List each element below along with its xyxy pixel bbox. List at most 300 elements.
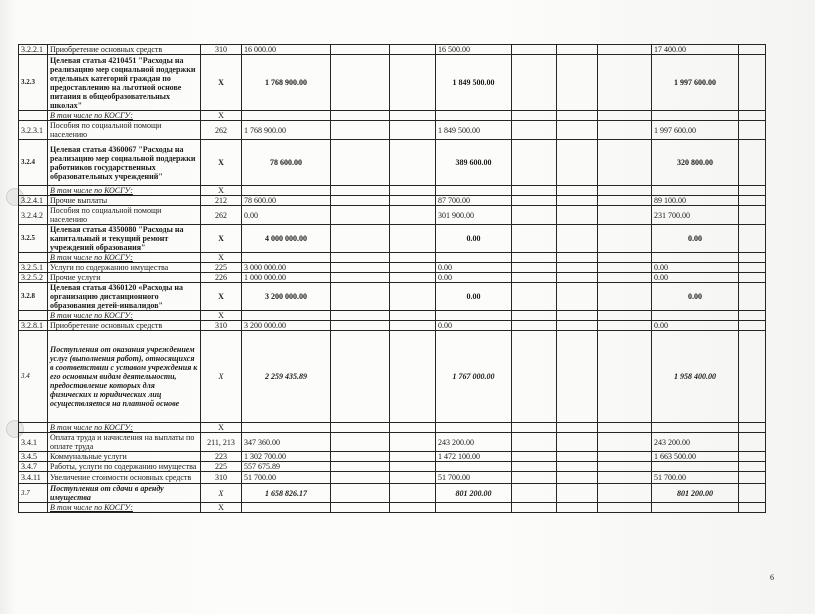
target-article-row [19, 225, 766, 253]
row-empty-cell [739, 283, 766, 311]
row-kosgu: X [201, 111, 242, 121]
row-empty-cell [598, 462, 652, 472]
row-empty-cell [390, 45, 436, 55]
row-empty-cell [390, 484, 436, 503]
row-empty-cell [557, 462, 598, 472]
row-code [19, 423, 48, 433]
row-name: Приобретение основных средств [48, 321, 201, 331]
row-value-current-year [242, 311, 331, 321]
row-code: 3.2.3.1 [19, 121, 48, 140]
target-article-row [19, 484, 766, 503]
row-empty-cell [331, 206, 390, 225]
table-row [19, 472, 766, 484]
row-empty-cell [557, 503, 598, 513]
row-empty-cell [739, 140, 766, 186]
row-code [19, 186, 48, 196]
row-kosgu: X [201, 225, 242, 253]
row-empty-cell [557, 186, 598, 196]
row-value-plan-year [652, 311, 739, 321]
row-empty-cell [739, 462, 766, 472]
row-empty-cell [331, 472, 390, 484]
row-empty-cell [512, 121, 557, 140]
row-empty-cell [512, 433, 557, 452]
row-empty-cell [598, 111, 652, 121]
row-value-next-year: 301 900.00 [436, 206, 512, 225]
row-value-plan-year: 231 700.00 [652, 206, 739, 225]
row-value-current-year: 4 000 000.00 [242, 225, 331, 253]
row-empty-cell [598, 433, 652, 452]
row-empty-cell [739, 273, 766, 283]
row-empty-cell [598, 331, 652, 423]
row-value-plan-year: 0.00 [652, 283, 739, 311]
row-value-next-year: 87 700.00 [436, 196, 512, 206]
row-code: 3.2.8 [19, 283, 48, 311]
row-empty-cell [557, 45, 598, 55]
row-kosgu: 262 [201, 206, 242, 225]
row-empty-cell [331, 273, 390, 283]
row-empty-cell [390, 111, 436, 121]
row-empty-cell [390, 121, 436, 140]
row-empty-cell [390, 186, 436, 196]
row-empty-cell [331, 433, 390, 452]
row-empty-cell [512, 423, 557, 433]
row-value-next-year: 0.00 [436, 283, 512, 311]
row-empty-cell [331, 283, 390, 311]
row-value-plan-year: 0.00 [652, 321, 739, 331]
table-row [19, 462, 766, 472]
row-empty-cell [557, 196, 598, 206]
row-empty-cell [331, 55, 390, 111]
row-empty-cell [512, 45, 557, 55]
row-kosgu: 310 [201, 321, 242, 331]
row-code: 3.4 [19, 331, 48, 423]
row-value-next-year: 389 600.00 [436, 140, 512, 186]
row-name: В том числе по КОСГУ: [48, 253, 201, 263]
row-empty-cell [331, 121, 390, 140]
row-empty-cell [739, 253, 766, 263]
page-number: 6 [770, 573, 774, 582]
row-value-plan-year: 1 997 600.00 [652, 121, 739, 140]
row-empty-cell [739, 206, 766, 225]
row-code: 3.4.11 [19, 472, 48, 484]
row-value-plan-year: 320 800.00 [652, 140, 739, 186]
row-empty-cell [390, 140, 436, 186]
row-name: Коммунальные услуги [48, 452, 201, 462]
row-value-next-year: 51 700.00 [436, 472, 512, 484]
row-empty-cell [512, 452, 557, 462]
row-value-current-year [242, 186, 331, 196]
row-empty-cell [598, 273, 652, 283]
row-value-plan-year [652, 503, 739, 513]
row-value-next-year: 0.00 [436, 273, 512, 283]
row-empty-cell [331, 111, 390, 121]
row-empty-cell [557, 433, 598, 452]
row-empty-cell [557, 111, 598, 121]
row-empty-cell [739, 121, 766, 140]
row-empty-cell [739, 45, 766, 55]
target-article-row [19, 331, 766, 423]
kosgu-subheader-row [19, 111, 766, 121]
row-empty-cell [557, 484, 598, 503]
row-empty-cell [739, 321, 766, 331]
row-name: Целевая статья 4350080 "Расходы на капитальный и текущий ремонт учреждений образования" [48, 225, 201, 253]
row-value-next-year: 801 200.00 [436, 484, 512, 503]
row-kosgu: X [201, 484, 242, 503]
table-row [19, 121, 766, 140]
kosgu-subheader-row [19, 423, 766, 433]
row-empty-cell [739, 186, 766, 196]
row-empty-cell [390, 196, 436, 206]
row-kosgu: 226 [201, 273, 242, 283]
row-code: 3.2.5 [19, 225, 48, 253]
row-name: В том числе по КОСГУ: [48, 111, 201, 121]
row-empty-cell [331, 331, 390, 423]
row-empty-cell [331, 263, 390, 273]
row-code [19, 503, 48, 513]
row-value-next-year: 1 767 000.00 [436, 331, 512, 423]
row-code: 3.4.5 [19, 452, 48, 462]
row-name: Прочие услуги [48, 273, 201, 283]
row-code: 3.2.4 [19, 140, 48, 186]
row-empty-cell [390, 263, 436, 273]
row-value-plan-year [652, 462, 739, 472]
row-empty-cell [390, 283, 436, 311]
row-code: 3.7 [19, 484, 48, 503]
row-value-next-year: 0.00 [436, 263, 512, 273]
row-name: Работы, услуги по содержанию имущества [48, 462, 201, 472]
row-value-current-year: 1 000 000.00 [242, 273, 331, 283]
row-value-current-year: 3 200 000.00 [242, 321, 331, 331]
row-code: 3.2.8.1 [19, 321, 48, 331]
row-value-plan-year: 51 700.00 [652, 472, 739, 484]
row-code: 3.2.3 [19, 55, 48, 111]
row-empty-cell [739, 196, 766, 206]
row-empty-cell [598, 283, 652, 311]
row-empty-cell [598, 263, 652, 273]
row-empty-cell [390, 273, 436, 283]
row-empty-cell [331, 253, 390, 263]
row-name: В том числе по КОСГУ: [48, 311, 201, 321]
row-empty-cell [598, 423, 652, 433]
row-empty-cell [331, 196, 390, 206]
kosgu-subheader-row [19, 503, 766, 513]
row-value-plan-year: 17 400.00 [652, 45, 739, 55]
row-name: Услуги по содержанию имущества [48, 263, 201, 273]
target-article-row [19, 140, 766, 186]
row-value-plan-year [652, 253, 739, 263]
row-kosgu: 310 [201, 472, 242, 484]
row-value-current-year [242, 253, 331, 263]
row-value-plan-year: 1 958 400.00 [652, 331, 739, 423]
row-code [19, 253, 48, 263]
row-code [19, 111, 48, 121]
row-value-current-year: 16 000.00 [242, 45, 331, 55]
row-kosgu: X [201, 283, 242, 311]
row-empty-cell [739, 311, 766, 321]
row-value-next-year [436, 186, 512, 196]
row-empty-cell [331, 503, 390, 513]
row-value-next-year: 16 500.00 [436, 45, 512, 55]
row-kosgu: X [201, 311, 242, 321]
row-empty-cell [512, 196, 557, 206]
row-empty-cell [598, 503, 652, 513]
row-empty-cell [557, 472, 598, 484]
row-empty-cell [390, 331, 436, 423]
table-row [19, 452, 766, 462]
row-empty-cell [598, 196, 652, 206]
row-value-plan-year: 243 200.00 [652, 433, 739, 452]
row-value-plan-year [652, 423, 739, 433]
row-empty-cell [512, 311, 557, 321]
table-row [19, 433, 766, 452]
row-empty-cell [390, 253, 436, 263]
row-empty-cell [512, 321, 557, 331]
row-empty-cell [598, 45, 652, 55]
row-value-current-year: 78 600.00 [242, 140, 331, 186]
budget-table-body [19, 45, 766, 513]
row-empty-cell [557, 452, 598, 462]
row-empty-cell [739, 433, 766, 452]
row-empty-cell [739, 484, 766, 503]
row-value-current-year: 557 675.89 [242, 462, 331, 472]
target-article-row [19, 283, 766, 311]
row-empty-cell [739, 472, 766, 484]
kosgu-subheader-row [19, 311, 766, 321]
row-kosgu: X [201, 186, 242, 196]
row-empty-cell [512, 140, 557, 186]
row-empty-cell [331, 452, 390, 462]
row-empty-cell [331, 225, 390, 253]
row-kosgu: 262 [201, 121, 242, 140]
row-value-next-year: 1 849 500.00 [436, 121, 512, 140]
row-empty-cell [598, 484, 652, 503]
row-empty-cell [598, 55, 652, 111]
row-code: 3.2.5.1 [19, 263, 48, 273]
row-empty-cell [557, 140, 598, 186]
row-kosgu: 212 [201, 196, 242, 206]
row-empty-cell [739, 263, 766, 273]
table-row [19, 196, 766, 206]
row-value-plan-year: 1 997 600.00 [652, 55, 739, 111]
row-empty-cell [331, 186, 390, 196]
row-empty-cell [557, 206, 598, 225]
row-empty-cell [331, 140, 390, 186]
target-article-row [19, 55, 766, 111]
row-empty-cell [512, 253, 557, 263]
row-name: В том числе по КОСГУ: [48, 186, 201, 196]
kosgu-subheader-row [19, 186, 766, 196]
row-value-current-year: 1 302 700.00 [242, 452, 331, 462]
row-empty-cell [598, 452, 652, 462]
row-empty-cell [390, 321, 436, 331]
row-value-plan-year [652, 186, 739, 196]
row-empty-cell [390, 311, 436, 321]
row-empty-cell [557, 263, 598, 273]
row-empty-cell [598, 186, 652, 196]
row-value-next-year: 1 849 500.00 [436, 55, 512, 111]
row-empty-cell [598, 206, 652, 225]
row-value-current-year: 3 000 000.00 [242, 263, 331, 273]
row-empty-cell [739, 331, 766, 423]
kosgu-subheader-row [19, 253, 766, 263]
row-value-plan-year: 1 663 500.00 [652, 452, 739, 462]
row-empty-cell [390, 55, 436, 111]
row-value-next-year [436, 503, 512, 513]
table-row [19, 321, 766, 331]
row-empty-cell [557, 423, 598, 433]
row-name: Целевая статья 4360120 «Расходы на организацию дистанционного образования детей-инвалидов" [48, 283, 201, 311]
row-empty-cell [598, 321, 652, 331]
row-empty-cell [512, 225, 557, 253]
row-value-next-year: 0.00 [436, 225, 512, 253]
row-empty-cell [739, 423, 766, 433]
row-kosgu: 225 [201, 462, 242, 472]
row-empty-cell [512, 273, 557, 283]
row-value-current-year: 1 658 826.17 [242, 484, 331, 503]
budget-table [18, 44, 766, 513]
row-name: Поступления от сдачи в аренду имущества [48, 484, 201, 503]
row-empty-cell [598, 140, 652, 186]
row-name: В том числе по КОСГУ: [48, 423, 201, 433]
row-kosgu: 211, 213 [201, 433, 242, 452]
table-row [19, 273, 766, 283]
row-name: В том числе по КОСГУ: [48, 503, 201, 513]
row-empty-cell [331, 45, 390, 55]
row-kosgu: X [201, 55, 242, 111]
row-empty-cell [512, 462, 557, 472]
row-empty-cell [598, 253, 652, 263]
row-value-current-year: 1 768 900.00 [242, 55, 331, 111]
row-value-plan-year: 89 100.00 [652, 196, 739, 206]
row-value-plan-year [652, 111, 739, 121]
row-value-current-year [242, 111, 331, 121]
row-code: 3.2.2.1 [19, 45, 48, 55]
row-value-plan-year: 0.00 [652, 225, 739, 253]
row-empty-cell [331, 311, 390, 321]
row-empty-cell [390, 462, 436, 472]
row-value-plan-year: 0.00 [652, 273, 739, 283]
row-value-next-year [436, 253, 512, 263]
row-code: 3.4.7 [19, 462, 48, 472]
row-empty-cell [390, 423, 436, 433]
row-empty-cell [598, 472, 652, 484]
row-empty-cell [512, 111, 557, 121]
row-code: 3.2.5.2 [19, 273, 48, 283]
row-value-plan-year: 801 200.00 [652, 484, 739, 503]
row-value-current-year: 78 600.00 [242, 196, 331, 206]
row-code [19, 311, 48, 321]
row-kosgu: X [201, 423, 242, 433]
row-empty-cell [512, 331, 557, 423]
row-empty-cell [557, 273, 598, 283]
row-empty-cell [390, 503, 436, 513]
row-name: Поступления от оказания учреждением услуг (выполнения работ), относящихся в соответствии с уставом учреждения к его основным видам деятельности, предоставление которых для физических и юридических лиц осуществляется на платной основе [48, 331, 201, 423]
row-empty-cell [557, 311, 598, 321]
row-value-current-year [242, 423, 331, 433]
row-value-next-year [436, 111, 512, 121]
row-empty-cell [512, 206, 557, 225]
row-value-current-year: 347 360.00 [242, 433, 331, 452]
row-empty-cell [512, 283, 557, 311]
table-row [19, 45, 766, 55]
row-code: 3.2.4.1 [19, 196, 48, 206]
row-empty-cell [557, 283, 598, 311]
row-empty-cell [598, 225, 652, 253]
table-row [19, 206, 766, 225]
row-empty-cell [557, 121, 598, 140]
row-name: Прочие выплаты [48, 196, 201, 206]
row-empty-cell [390, 472, 436, 484]
row-empty-cell [739, 225, 766, 253]
row-kosgu: 223 [201, 452, 242, 462]
row-empty-cell [390, 225, 436, 253]
row-value-next-year [436, 462, 512, 472]
row-empty-cell [331, 423, 390, 433]
row-value-next-year [436, 423, 512, 433]
row-name: Пособия по социальной помощи населению [48, 121, 201, 140]
row-empty-cell [512, 503, 557, 513]
row-value-current-year: 51 700.00 [242, 472, 331, 484]
row-empty-cell [390, 433, 436, 452]
row-empty-cell [557, 331, 598, 423]
row-value-current-year [242, 503, 331, 513]
row-empty-cell [331, 321, 390, 331]
row-kosgu: X [201, 140, 242, 186]
row-kosgu: 225 [201, 263, 242, 273]
row-empty-cell [512, 263, 557, 273]
row-empty-cell [512, 186, 557, 196]
row-code: 3.2.4.2 [19, 206, 48, 225]
row-value-current-year: 0.00 [242, 206, 331, 225]
row-empty-cell [739, 55, 766, 111]
row-name: Пособия по социальной помощи населению [48, 206, 201, 225]
row-value-current-year: 3 200 000.00 [242, 283, 331, 311]
row-empty-cell [739, 503, 766, 513]
row-empty-cell [598, 311, 652, 321]
row-empty-cell [739, 111, 766, 121]
row-kosgu: X [201, 253, 242, 263]
row-empty-cell [557, 55, 598, 111]
table-row [19, 263, 766, 273]
row-empty-cell [331, 484, 390, 503]
row-empty-cell [512, 484, 557, 503]
row-empty-cell [331, 462, 390, 472]
row-empty-cell [557, 225, 598, 253]
row-name: Приобретение основных средств [48, 45, 201, 55]
row-code: 3.4.1 [19, 433, 48, 452]
row-empty-cell [598, 121, 652, 140]
row-empty-cell [512, 472, 557, 484]
row-name: Целевая статья 4360067 "Расходы на реализацию мер социальной поддержки работников государственных образовательных учреждений" [48, 140, 201, 186]
row-name: Целевая статья 4210451 "Расходы на реализацию мер социальной поддержки отдельных категорий граждан по предоставлению на льготной основе питания в общеобразовательных школах" [48, 55, 201, 111]
row-name: Увеличение стоимости основных средств [48, 472, 201, 484]
row-empty-cell [390, 452, 436, 462]
row-value-plan-year: 0.00 [652, 263, 739, 273]
row-value-next-year [436, 311, 512, 321]
row-empty-cell [390, 206, 436, 225]
row-name: Оплата труда и начисления на выплаты по оплате труда [48, 433, 201, 452]
row-value-current-year: 2 259 435.89 [242, 331, 331, 423]
row-empty-cell [512, 55, 557, 111]
row-empty-cell [557, 253, 598, 263]
row-empty-cell [739, 452, 766, 462]
row-empty-cell [557, 321, 598, 331]
row-value-next-year: 243 200.00 [436, 433, 512, 452]
row-value-next-year: 1 472 100.00 [436, 452, 512, 462]
row-kosgu: X [201, 503, 242, 513]
row-value-next-year: 0.00 [436, 321, 512, 331]
row-kosgu: X [201, 331, 242, 423]
